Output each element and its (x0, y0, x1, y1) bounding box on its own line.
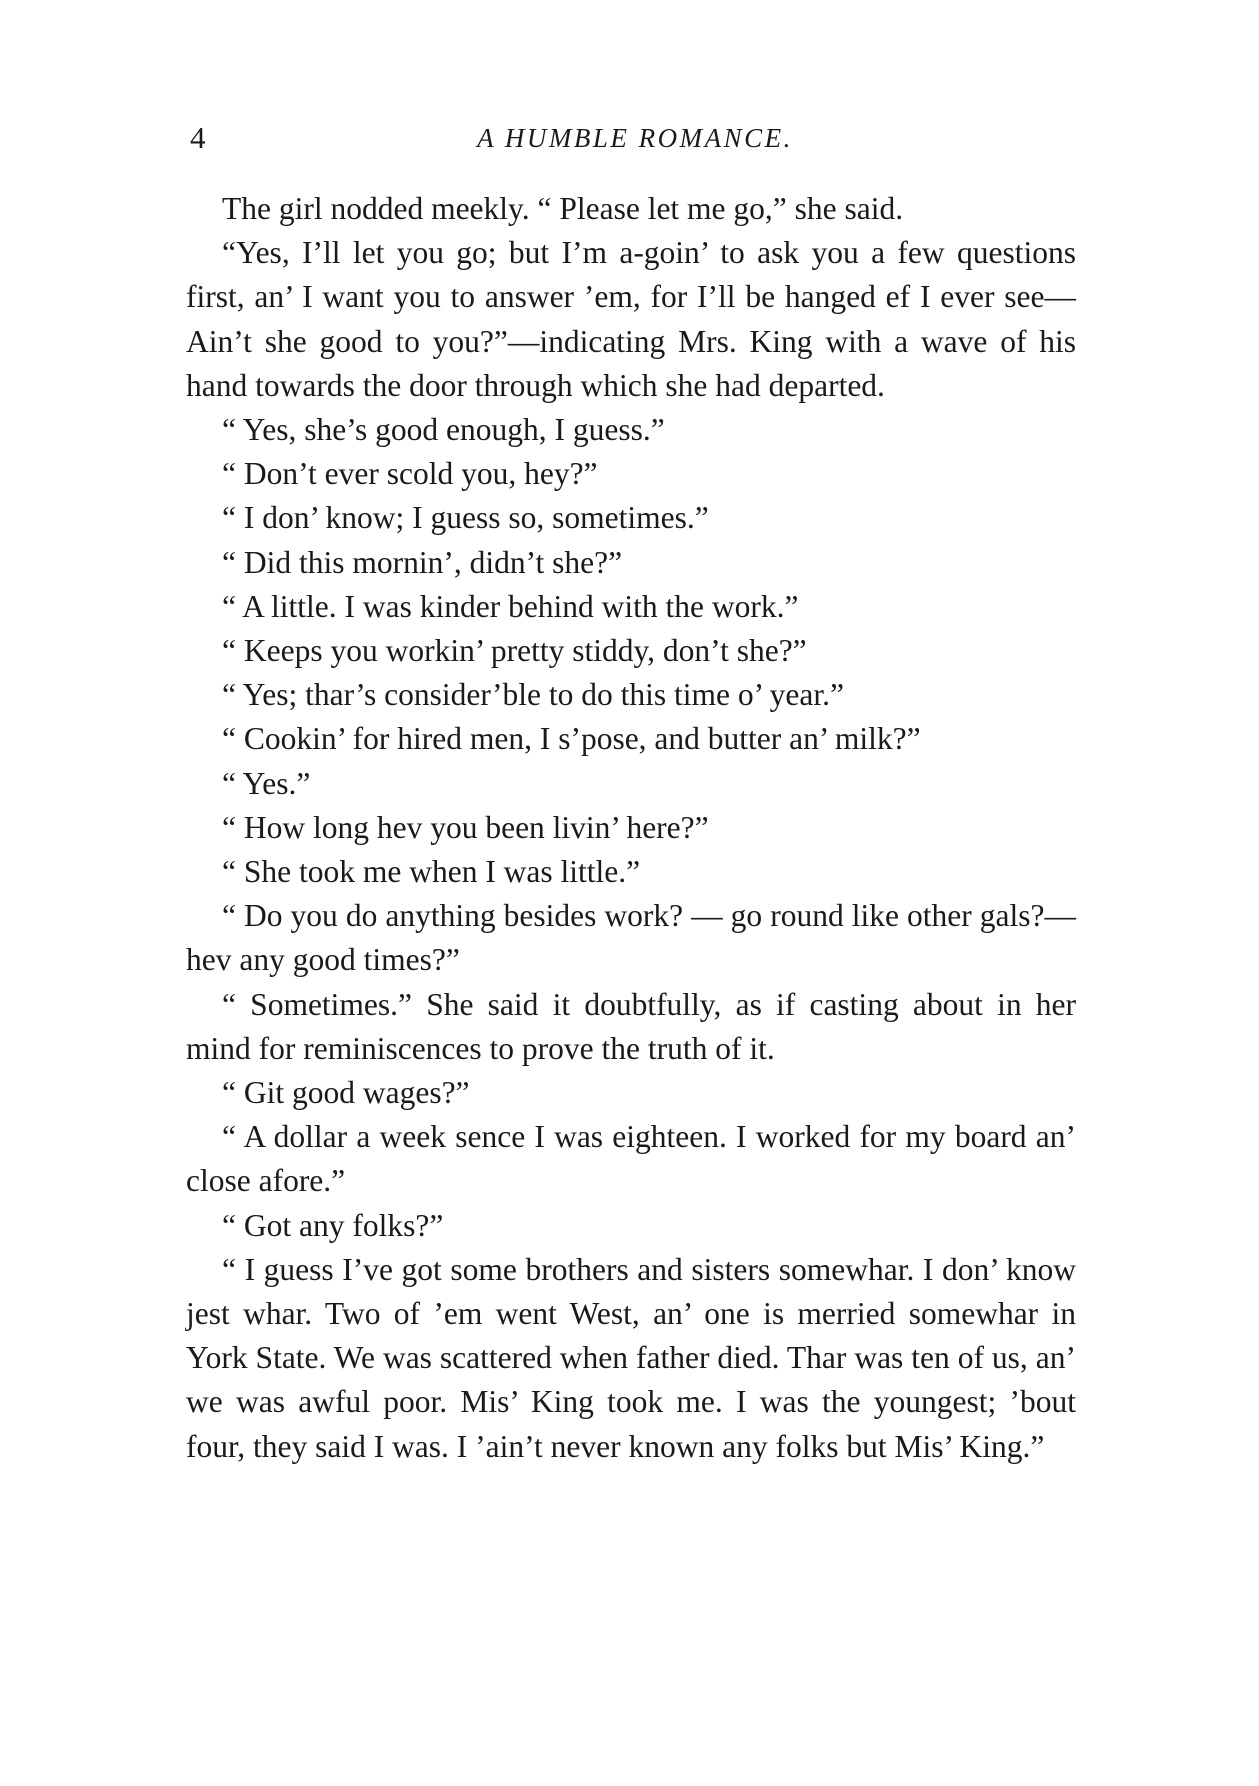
body-text (186, 187, 1076, 1469)
paragraph: “ Don’t ever scold you, hey?” (222, 456, 598, 492)
paragraph: “ I guess I’ve got some brothers and sisters somewhar. I don’ know jest whar. Two of ’em went West, an’ one is merried somewhar in York State. We was scattered when father died. Thar was ten of us, an’ we was awful poor. Mis’ King took me. I was the youngest; ’bout four, they said I was. I ’ain’t never known any folks but Mis’ King.” (186, 1251, 1076, 1464)
paragraph: “ Do you do anything besides work? — go round like other gals?—hev any good times?” (186, 898, 1076, 978)
paragraph: “ How long hev you been livin’ here?” (222, 809, 709, 845)
paragraph: “ Yes; thar’s consider’ble to do this time o’ year.” (222, 677, 845, 713)
running-title: A HUMBLE ROMANCE. (477, 123, 793, 153)
paragraph: “ A little. I was kinder behind with the work.” (222, 588, 799, 624)
paragraph: “Yes, I’ll let you go; but I’m a-goin’ to ask you a few questions first, an’ I want you to answer ’em, for I’ll be hanged ef I ever see— Ain’t she good to you?”—indicating Mrs. King with a wave of his hand towards the door through which she had departed. (186, 235, 1076, 403)
paragraph: “ Got any folks?” (222, 1207, 444, 1243)
paragraph: The girl nodded meekly. “ Please let me go,” she said. (222, 191, 904, 226)
paragraph: “ Yes, she’s good enough, I guess.” (222, 412, 665, 448)
paragraph: “ She took me when I was little.” (222, 854, 641, 890)
paragraph: “ I don’ know; I guess so, sometimes.” (222, 500, 709, 536)
paragraph: “ Did this mornin’, didn’t she?” (222, 544, 623, 580)
page-header (190, 118, 1080, 158)
paragraph: “ A dollar a week sence I was eighteen. I worked for my board an’ close afore.” (186, 1119, 1076, 1199)
paragraph: “ Git good wages?” (222, 1075, 470, 1111)
page-number: 4 (190, 120, 206, 155)
paragraph: “ Keeps you workin’ pretty stiddy, don’t she?” (222, 633, 807, 669)
paragraph: “ Yes.” (222, 765, 311, 801)
paragraph: “ Cookin’ for hired men, I s’pose, and butter an’ milk?” (222, 721, 921, 757)
paragraph: “ Sometimes.” She said it doubtfully, as if casting about in her mind for reminiscences to prove the truth of it. (186, 986, 1076, 1066)
